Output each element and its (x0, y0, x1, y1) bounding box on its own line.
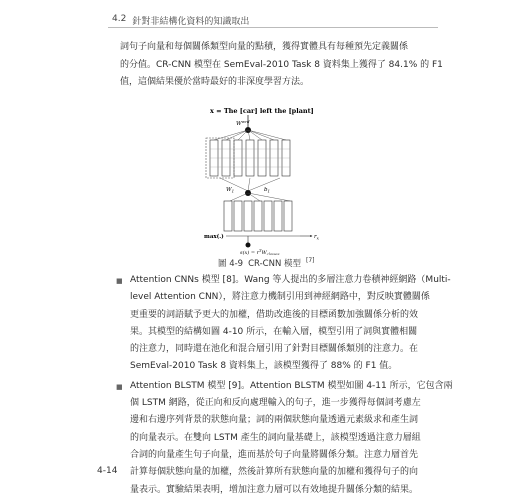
bullet-text (130, 272, 451, 376)
text-line: 值，這個結果優於當時最好的非深度學習方法。 (120, 77, 310, 87)
text-line: 的向量表示。在雙向 LSTM 產生的詞向量基礎上，該模型透過注意力層組 (130, 432, 421, 443)
header-rule (108, 27, 438, 28)
bullet-text (130, 378, 453, 499)
rx-label: $r_x$ (314, 234, 319, 241)
score-node (246, 243, 251, 248)
fan-lines (214, 130, 286, 140)
text-line: 邊和右邊序列背景的狀態向量；詞的兩個狀態向量透過元素級求和產生詞 (130, 415, 419, 426)
figure-input-label: x = The [car] left the [plant] (210, 107, 314, 115)
text-line: 計算每個狀態向量的加權，然後計算所有狀態向量的加權和獲得句子的向 (130, 467, 419, 478)
text-line: 的注意力，同時還在池化和混合層引用了針對目標關係類別的注意力。在 (130, 344, 419, 355)
cr-cnn-diagram (200, 105, 340, 255)
figure-number: 圖 4-9 (218, 259, 244, 269)
figure-title: CR-CNN 模型 (248, 259, 302, 269)
max-pool-label: max(.) (204, 234, 224, 240)
score-label: $s(x) = r^TW_{classes}$ (240, 248, 280, 255)
section-number: 4.2 (112, 14, 127, 24)
b1-label: $b_1$ (264, 187, 271, 194)
feature-lines (230, 193, 290, 201)
section-title: 針對非結構化資料的知識取出 (132, 17, 250, 27)
bullet-list (116, 272, 453, 501)
intro-paragraph (120, 39, 443, 92)
page-number: 4-14 (97, 466, 118, 476)
bullet-item (116, 378, 453, 499)
text-line: Attention CNNs 模型 [8]。Wang 等人提出的多層注意力卷積神經網路（Multi- (130, 275, 451, 285)
text-line: Attention BLSTM 模型 [9]。Attention BLSTM 模型如圖 4-11 所示，它包含兩 (130, 380, 453, 391)
running-header (112, 14, 249, 27)
text-line: 合詞的向量產生句子向量，進而基於句子向量將關係分類。注意力層首先 (130, 449, 419, 460)
text-line: 個 LSTM 網路，從正向和反向處理輸入的句子，進一步獲得每個詞考慮左 (130, 398, 421, 409)
square-bullet-icon: ■ (116, 382, 123, 391)
feature-maps (224, 201, 292, 231)
text-line: 更重要的詞語賦予更大的加權，借助改進後的目標函數加強關係分析的效 (130, 309, 419, 320)
text-line: 量表示。實驗結果表明，增加注意力層可以有效地提升關係分類的結果。 (130, 484, 419, 495)
text-line: level Attention CNN），將注意力機制引用到神經網路中，對反映實體關係 (130, 292, 430, 303)
text-line: 果。其模型的結構如圖 4-10 所示，在輸入層，模型引用了詞與實體相關 (130, 326, 418, 337)
figure-reference: [7] (306, 257, 315, 264)
square-bullet-icon: ■ (116, 277, 123, 285)
w1-label: $W_1$ (226, 187, 235, 194)
bullet-item (116, 272, 451, 376)
text-line: 的分值。CR-CNN 模型在 SemEval-2010 Task 8 資料集上獲得了 84.1% 的 F1 (120, 59, 443, 70)
w-wrd-label: $W^{wrd}$ (236, 119, 250, 127)
figure-caption (218, 257, 315, 269)
text-line: 詞句子向量和每個關係類型向量的點積，獲得實體具有每種預先定義關係 (120, 42, 409, 52)
text-line: SemEval-2010 Task 8 資料集上，該模型獲得了 88% 的 F1 值。 (130, 361, 398, 372)
